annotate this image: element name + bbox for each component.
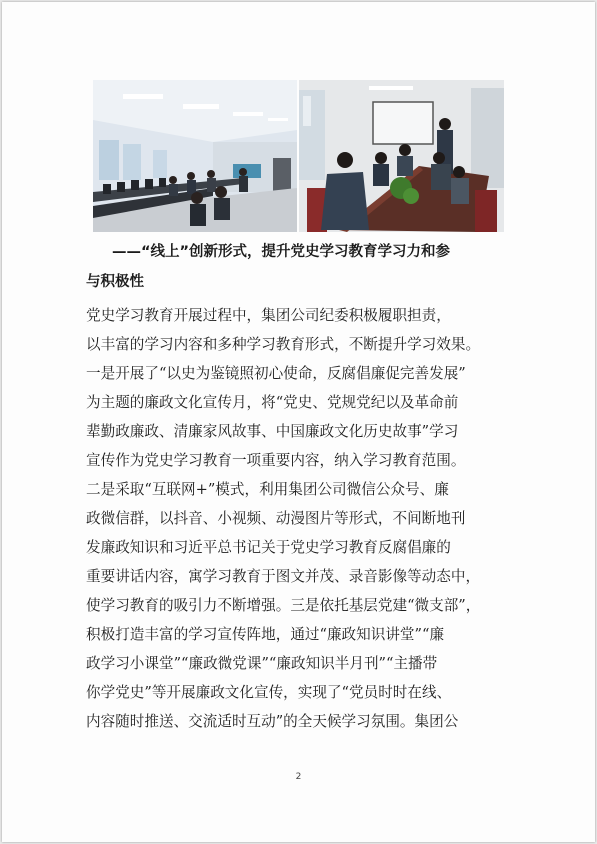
caption-line-2: 与积极性 <box>86 274 144 290</box>
body-line: 发廉政知识和习近平总书记关于党史学习教育反腐倡廉的 <box>86 539 451 556</box>
body-line: 辈勤政廉政、清廉家风故事、中国廉政文化历史故事”学习 <box>86 423 459 440</box>
body-line: 使学习教育的吸引力不断增强。三是依托基层党建“微支部”， <box>86 597 481 614</box>
document-page <box>2 2 595 842</box>
body-line: 政学习小课堂”“廉政微党课”“廉政知识半月刊”“主播带 <box>86 655 438 672</box>
computer-classroom-illustration <box>93 80 297 232</box>
photo-computer-classroom <box>93 80 297 232</box>
body-line: 为主题的廉政文化宣传月，将“党史、党规党纪以及革命前 <box>86 394 459 411</box>
body-line: 积极打造丰富的学习宣传阵地，通过“廉政知识讲堂”“廉 <box>86 626 445 643</box>
body-line: 以丰富的学习内容和多种学习教育形式，不断提升学习效果。 <box>86 336 481 353</box>
body-line: 党史学习教育开展过程中，集团公司纪委积极履职担责， <box>86 307 451 324</box>
meeting-room-illustration <box>299 80 504 232</box>
body-line: 内容随时推送、交流适时互动”的全天候学习氛围。集团公 <box>86 713 459 730</box>
body-line: 重要讲话内容，寓学习教育于图文并茂、录音影像等动态中， <box>86 568 481 585</box>
caption-line-1: ——“线上”创新形式，提升党史学习教育学习力和参 <box>112 244 451 260</box>
body-line: 二是采取“互联网+”模式，利用集团公司微信公众号、廉 <box>86 481 449 498</box>
body-line: 一是开展了“以史为鉴镜照初心使命，反腐倡廉促完善发展” <box>86 365 466 382</box>
page-number: 2 <box>295 772 302 782</box>
body-line: 政微信群，以抖音、小视频、动漫图片等形式，不间断地刊 <box>86 510 466 527</box>
body-line: 你学党史”等开展廉政文化宣传，实现了“党员时时在线、 <box>86 684 452 701</box>
photo-meeting-room <box>299 80 504 232</box>
body-line: 宣传作为党史学习教育一项重要内容，纳入学习教育范围。 <box>86 452 466 469</box>
